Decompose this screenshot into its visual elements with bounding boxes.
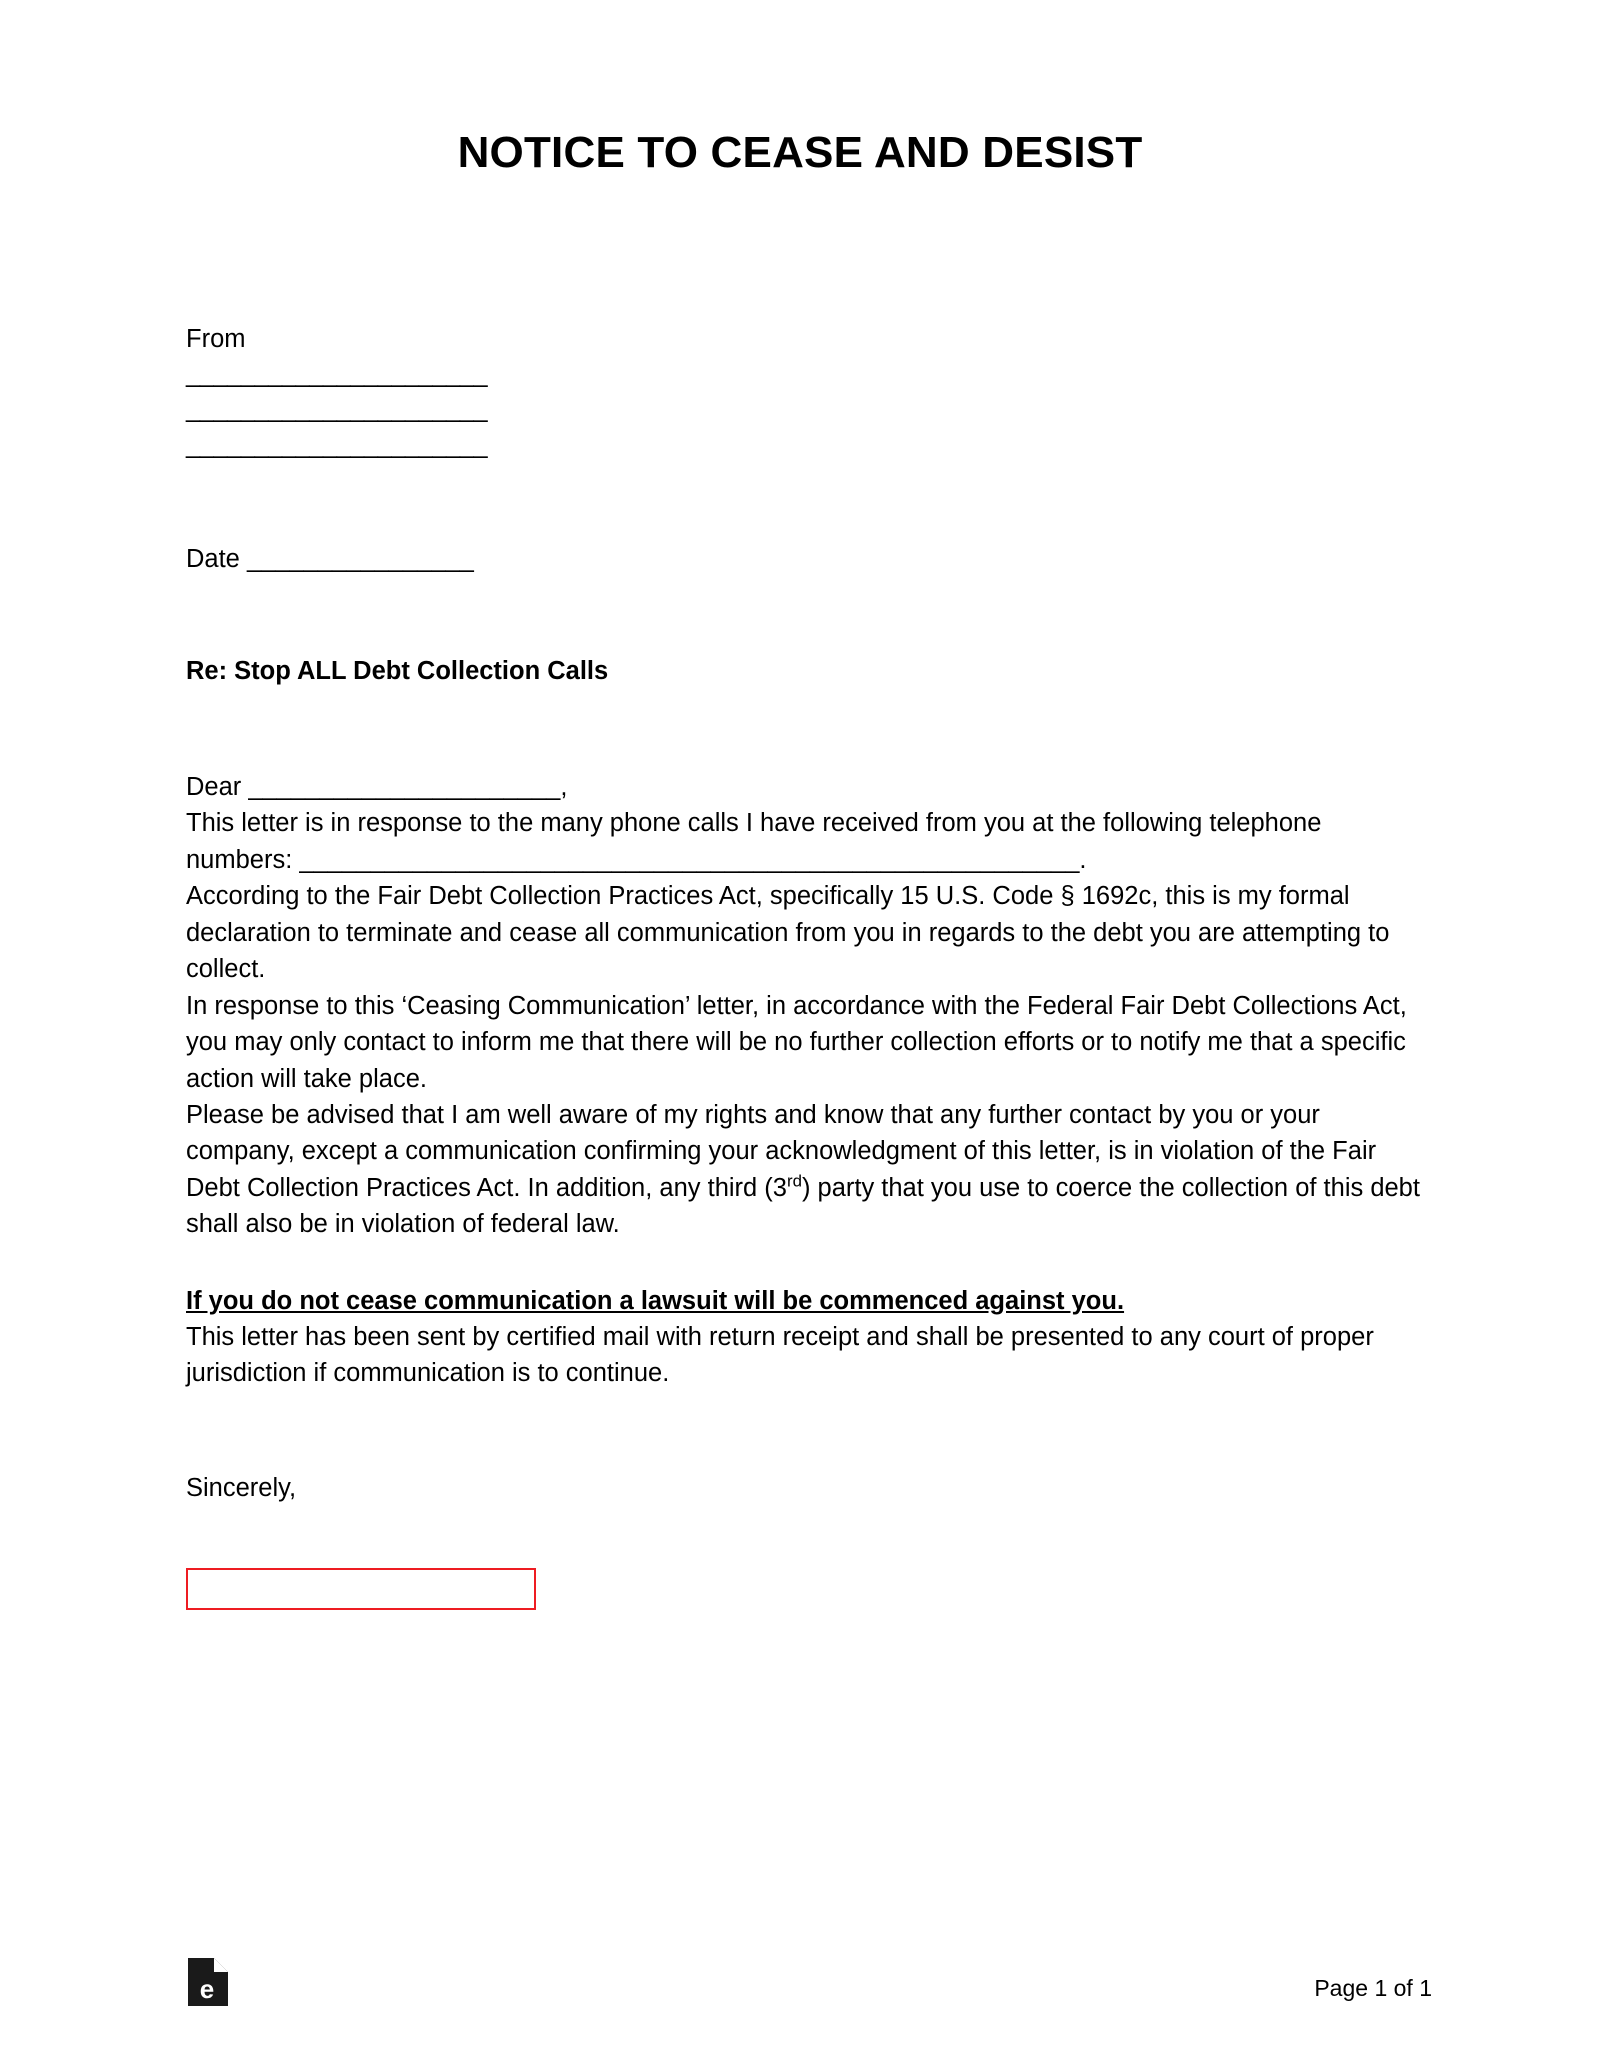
page-title: NOTICE TO CEASE AND DESIST xyxy=(457,128,1143,177)
paragraph-5: This letter has been sent by certified mail with return receipt and shall be presented to any court of proper jurisdiction if communication is to continue. xyxy=(186,1323,1374,1388)
paragraph-4-text-b: ) party that you use to coerce the collection of this debt shall also be in violation of federal law. xyxy=(186,1173,1420,1239)
signature-field[interactable] xyxy=(186,1568,536,1610)
subject-line: Re: Stop ALL Debt Collection Calls xyxy=(186,656,609,685)
from-blank-line-3[interactable]: ______________________ xyxy=(186,430,488,459)
paragraph-4-text-a: Please be advised that I am well aware of my rights and know that any further contact by you or your company, except a communication confirming your acknowledgment of this letter, is in violation of the Fair Debt Collection Practices Act. In addition, any third (3 xyxy=(186,1101,1377,1202)
paragraph-3: In response to this ‘Ceasing Communication’ letter, in accordance with the Federal Fair Debt Collections Act, you may only contact to inform me that there will be no further collection efforts or to notify me that a specific action will take place. xyxy=(186,991,1407,1093)
letter-body xyxy=(186,321,1432,1610)
paragraph-4-ordinal-superscript: rd xyxy=(786,1171,802,1191)
svg-text:e: e xyxy=(199,1974,215,2004)
warning-statement: If you do not cease communication a lawsuit will be commenced against you. xyxy=(186,1286,1125,1315)
date-field[interactable]: Date ________________ xyxy=(186,544,474,573)
paragraph-4 xyxy=(186,1097,1432,1243)
from-label: From xyxy=(186,325,246,353)
salutation-field[interactable]: Dear ______________________, xyxy=(186,773,568,802)
paragraph-1: This letter is in response to the many phone calls I have received from you at the following telephone numbers: _______________________________________________________. xyxy=(186,809,1322,874)
page-footer xyxy=(0,1940,1600,2070)
closing-line: Sincerely, xyxy=(186,1473,297,1502)
from-blank-line-1[interactable]: ______________________ xyxy=(186,360,488,389)
eforms-logo-icon xyxy=(186,1956,230,2008)
paragraph-2: According to the Fair Debt Collection Practices Act, specifically 15 U.S. Code § 1692c, this is my formal declaration to terminate and cease all communication from you in regards to the debt you are attempting to collect. xyxy=(186,882,1390,984)
from-blank-line-2[interactable]: ______________________ xyxy=(186,395,488,424)
page-number: Page 1 of 1 xyxy=(1314,1975,1432,2001)
